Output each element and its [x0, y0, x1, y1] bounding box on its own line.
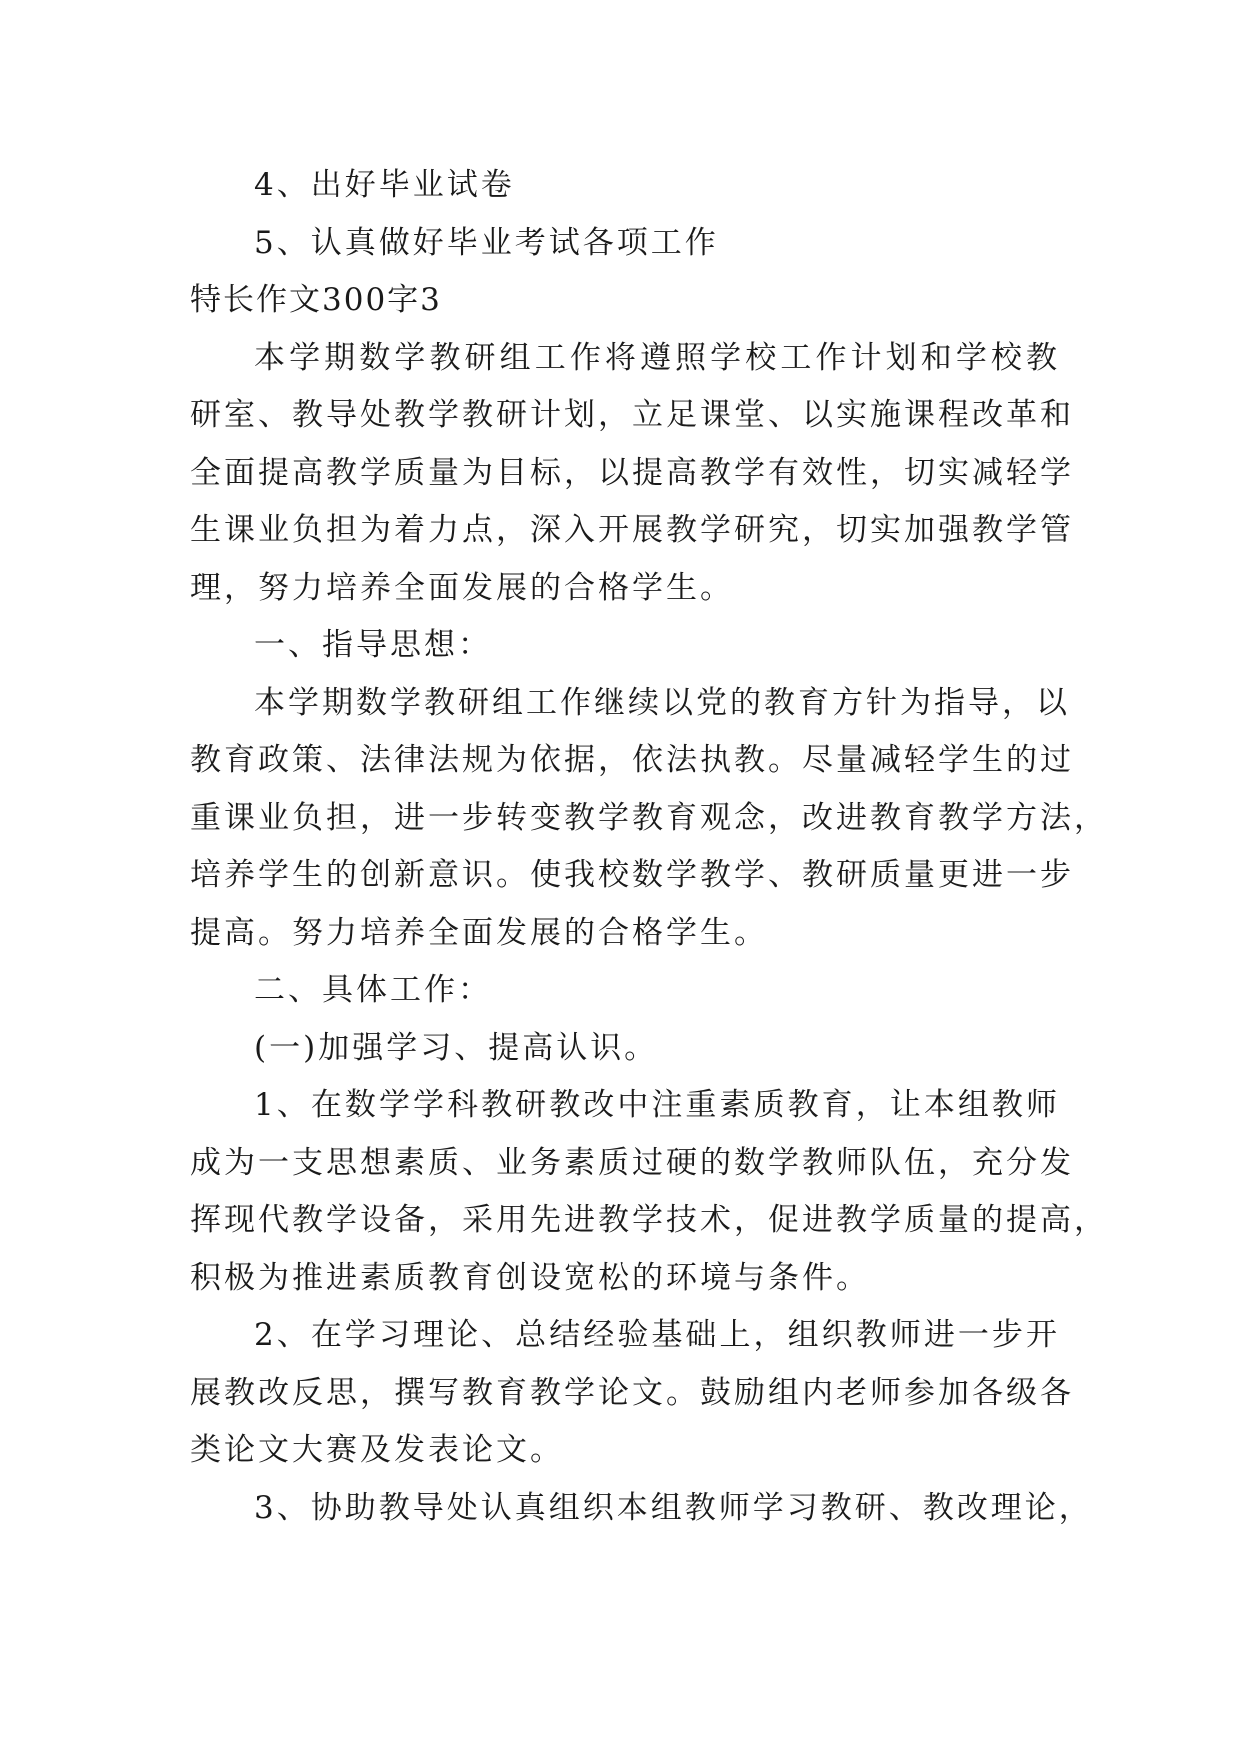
guiding-line-4: 培养学生的创新意识。使我校数学教学、教研质量更进一步 [190, 857, 1074, 893]
item-1-line-1: 1、在数学学科教研教改中注重素质教育，让本组教师 [254, 1087, 1060, 1123]
section-title: 特长作文300字3 [190, 282, 442, 318]
guiding-line-5: 提高。努力培养全面发展的合格学生。 [190, 914, 768, 951]
guiding-line-2: 教育政策、法律法规为依据，依法执教。尽量减轻学生的过 [190, 742, 1074, 778]
item-2-line-3: 类论文大赛及发表论文。 [190, 1432, 564, 1468]
intro-line-1: 本学期数学教研组工作将遵照学校工作计划和学校教 [254, 339, 1060, 376]
subheading-study: (一)加强学习、提高认识。 [254, 1029, 659, 1066]
intro-line-5: 理，努力培养全面发展的合格学生。 [190, 569, 734, 606]
guiding-line-3: 重课业负担，进一步转变教学教育观念，改进教育教学方法， [190, 799, 1108, 836]
item-2-line-1: 2、在学习理论、总结经验基础上，组织教师进一步开 [254, 1317, 1060, 1353]
item-3-line-1: 3、协助教导处认真组织本组教师学习教研、教改理论， [254, 1489, 1093, 1526]
item-1-line-3: 挥现代教学设备，采用先进教学技术，促进教学质量的提高， [190, 1202, 1108, 1238]
heading-guiding-thought: 一、指导思想： [254, 627, 492, 663]
list-item-4: 4、出好毕业试卷 [254, 167, 515, 203]
guiding-line-1: 本学期数学教研组工作继续以党的教育方针为指导，以 [254, 684, 1070, 721]
document-body [190, 157, 1108, 1537]
intro-line-4: 生课业负担为着力点，深入开展教学研究，切实加强教学管 [190, 512, 1074, 548]
heading-specific-work: 二、具体工作： [254, 972, 492, 1008]
intro-line-3: 全面提高教学质量为目标，以提高教学有效性，切实减轻学 [190, 454, 1074, 491]
intro-line-2: 研室、教导处教学教研计划，立足课堂、以实施课程改革和 [190, 397, 1074, 433]
item-1-line-4: 积极为推进素质教育创设宽松的环境与条件。 [190, 1259, 870, 1296]
item-2-line-2: 展教改反思，撰写教育教学论文。鼓励组内老师参加各级各 [190, 1374, 1074, 1411]
list-item-5: 5、认真做好毕业考试各项工作 [254, 224, 719, 261]
item-1-line-2: 成为一支思想素质、业务素质过硬的数学教师队伍，充分发 [190, 1144, 1074, 1181]
